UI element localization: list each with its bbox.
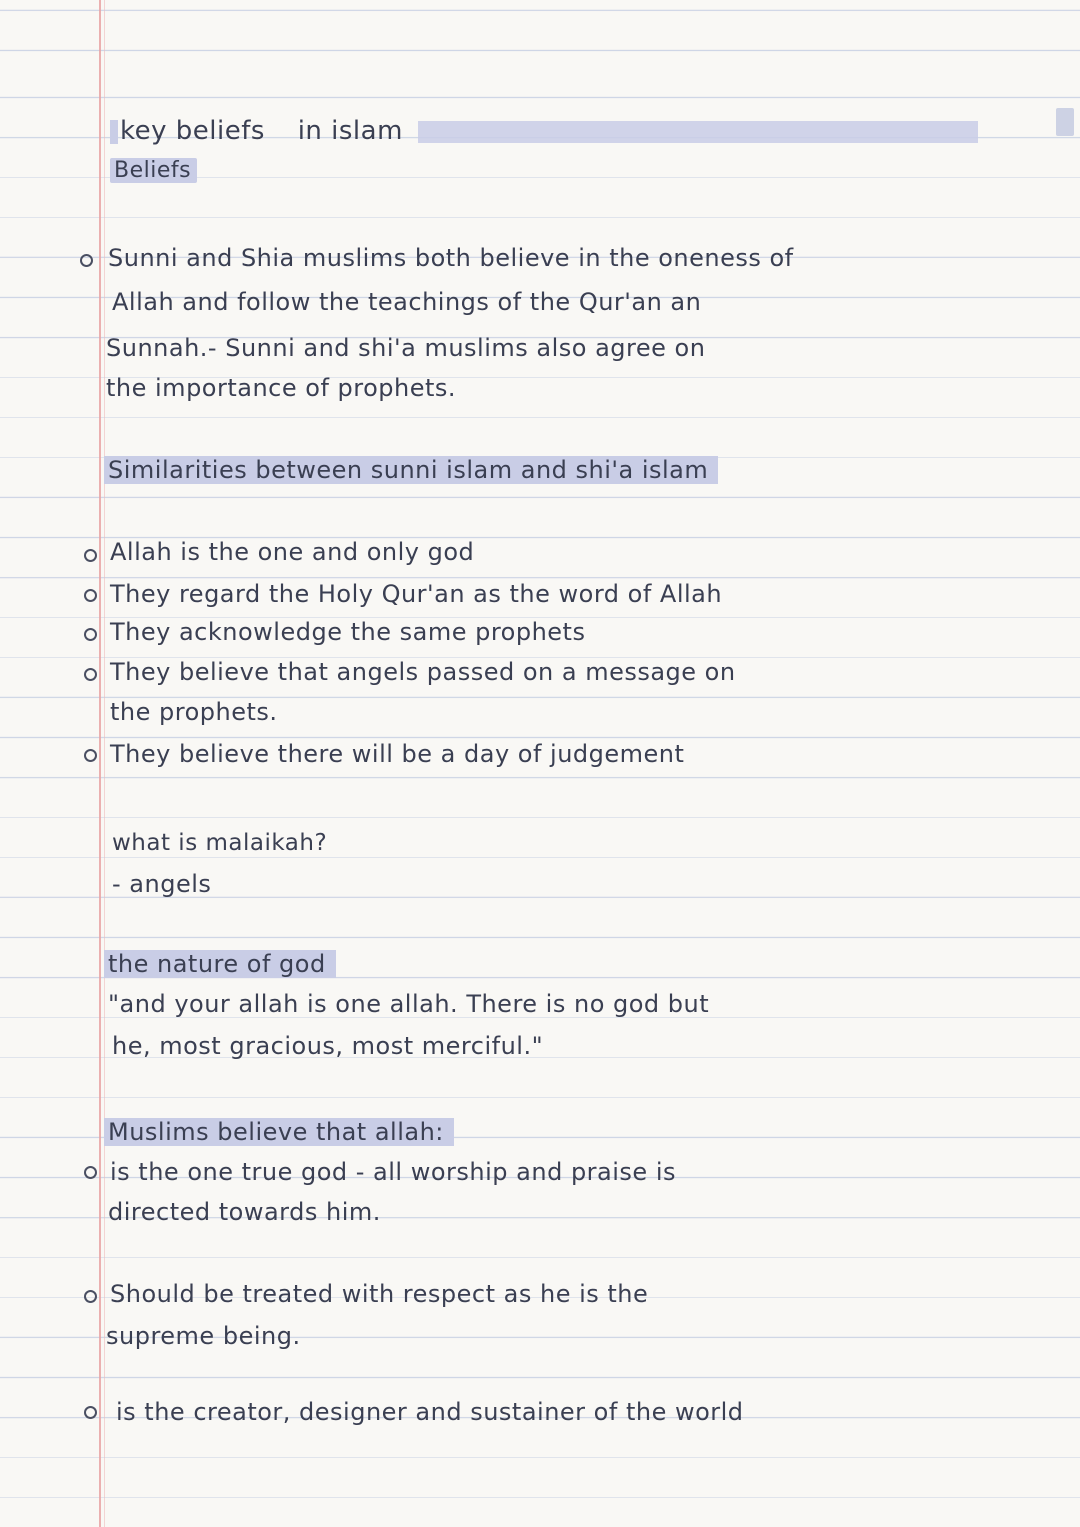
allah-belief-1-line-2: directed towards him. [108, 1198, 381, 1226]
similarities-heading [104, 456, 718, 484]
title-text-rest: in islam [297, 116, 403, 146]
allah-belief-3: is the creator, designer and sustainer of the world [116, 1398, 744, 1426]
similarity-bullet-1 [84, 549, 97, 562]
allah-belief-bullet-2 [84, 1290, 97, 1303]
similarity-item-1: Allah is the one and only god [110, 538, 475, 566]
similarity-item-2: They regard the Holy Qur'an as the word of Allah [110, 580, 723, 608]
similarity-bullet-5 [84, 749, 97, 762]
intro-line-1: Sunni and Shia muslims both believe in the oneness of [108, 244, 794, 272]
subtitle-text: Beliefs [110, 158, 197, 183]
similarity-bullet-3 [84, 628, 97, 641]
nature-heading-text: the nature of god [104, 950, 336, 978]
similarities-heading-text: Similarities between sunni islam and shi'a islam [104, 456, 718, 484]
intro-line-2: Allah and follow the teachings of the Qur'an an [112, 288, 702, 316]
allah-belief-2-line-2: supreme being. [106, 1322, 301, 1350]
title-highlight-bar [418, 121, 978, 143]
allah-beliefs-heading-text: Muslims believe that allah: [104, 1118, 454, 1146]
margin-line [99, 0, 101, 1527]
allah-belief-2-line-1: Should be treated with respect as he is the [110, 1280, 649, 1308]
page-subtitle [110, 158, 197, 183]
title-text: key beliefs [120, 116, 265, 146]
similarity-bullet-4 [84, 668, 97, 681]
nature-heading [104, 950, 336, 978]
similarity-item-5: They believe there will be a day of judgement [110, 740, 685, 768]
allah-beliefs-heading [104, 1118, 454, 1146]
margin-line-secondary [104, 0, 105, 1527]
intro-bullet [80, 254, 93, 267]
similarity-item-4-continued: the prophets. [110, 698, 278, 726]
page-title [110, 116, 978, 146]
malaikah-answer: - angels [112, 870, 212, 898]
allah-belief-bullet-3 [84, 1406, 97, 1419]
intro-line-3: Sunnah.- Sunni and shi'a muslims also agree on [106, 334, 706, 362]
nature-quote-line-2: he, most gracious, most merciful." [112, 1032, 544, 1060]
malaikah-question: what is malaikah? [112, 830, 328, 856]
similarity-item-3: They acknowledge the same prophets [110, 618, 586, 646]
similarity-item-4: They believe that angels passed on a message on [110, 658, 736, 686]
title-highlight-start [110, 120, 118, 144]
allah-belief-bullet-1 [84, 1166, 97, 1179]
page-edge-tab [1056, 108, 1074, 136]
nature-quote-line-1: "and your allah is one allah. There is no god but [108, 990, 710, 1018]
allah-belief-1-line-1: is the one true god - all worship and praise is [110, 1158, 676, 1186]
similarity-bullet-2 [84, 589, 97, 602]
intro-line-4: the importance of prophets. [106, 374, 457, 402]
